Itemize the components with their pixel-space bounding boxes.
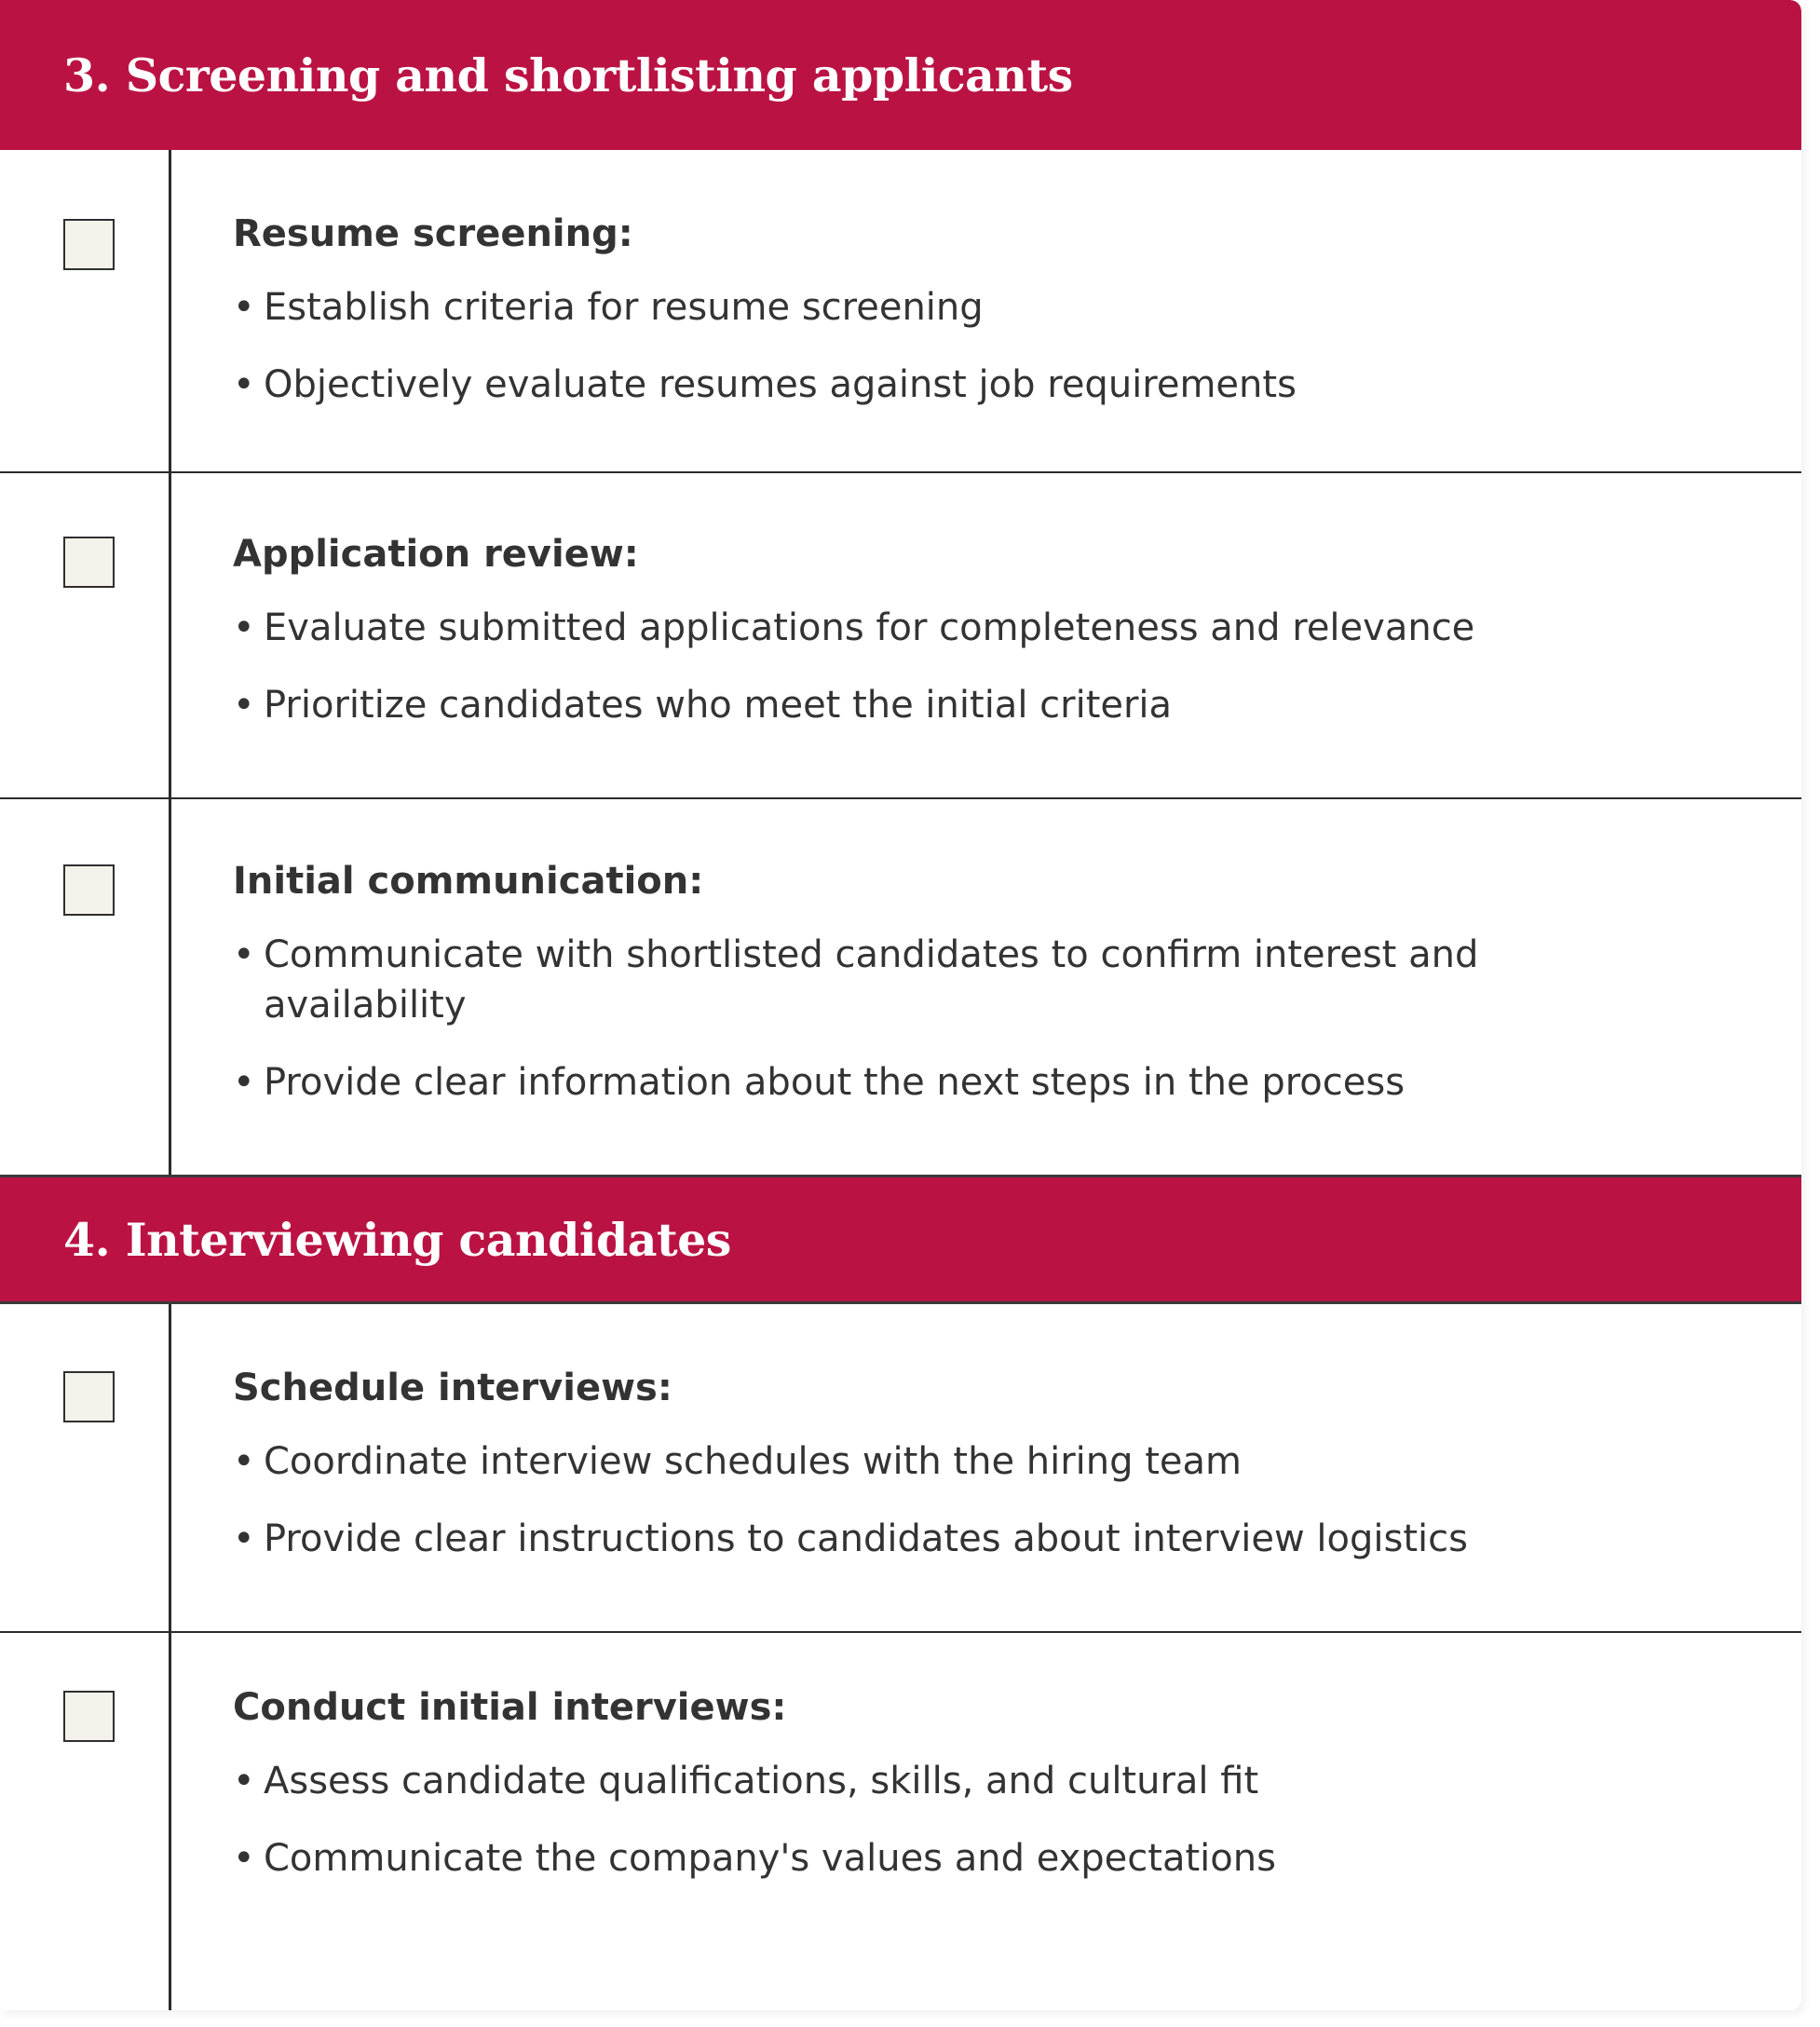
bullet-item: • Provide clear information about the next steps in the process <box>233 1057 1615 1108</box>
column-divider <box>169 1304 171 1631</box>
checkbox-application-review[interactable] <box>63 537 115 588</box>
checklist-row-schedule-interviews <box>0 1304 1801 1633</box>
item-content <box>233 211 1690 437</box>
checklist-row-resume-screening <box>0 150 1801 473</box>
item-content <box>233 1685 1690 1911</box>
section-title: 4. Interviewing candidates <box>63 1212 731 1267</box>
checkbox-initial-communication[interactable] <box>63 864 115 916</box>
section-header-screening <box>0 0 1801 150</box>
column-divider <box>169 150 171 471</box>
item-content <box>233 859 1615 1135</box>
checklist-row-conduct-initial-interviews <box>0 1633 1801 2010</box>
bullet-item: • Establish criteria for resume screening <box>233 282 1690 333</box>
bullet-item: • Communicate the company's values and expectations <box>233 1833 1690 1884</box>
item-title: Initial communication: <box>233 860 704 903</box>
item-content <box>233 1366 1690 1591</box>
bullet-item: • Provide clear instructions to candidates about interview logistics <box>233 1514 1690 1564</box>
item-title: Application review: <box>233 533 639 576</box>
checkbox-resume-screening[interactable] <box>63 219 115 270</box>
checklist-row-initial-communication <box>0 799 1801 1175</box>
bullet-item: • Communicate with shortlisted candidates to confirm interest and availability <box>233 930 1615 1030</box>
bullet-item: • Prioritize candidates who meet the initial criteria <box>233 680 1690 730</box>
column-divider <box>169 473 171 797</box>
section-header-interviewing <box>0 1175 1801 1304</box>
bullet-item: • Objectively evaluate resumes against job requirements <box>233 360 1690 410</box>
bullet-item: • Evaluate submitted applications for completeness and relevance <box>233 603 1690 653</box>
checkbox-conduct-initial-interviews[interactable] <box>63 1691 115 1742</box>
item-content <box>233 532 1690 757</box>
item-title: Conduct initial interviews: <box>233 1686 787 1729</box>
column-divider <box>169 799 171 1175</box>
item-title: Schedule interviews: <box>233 1367 672 1409</box>
checklist-row-application-review <box>0 473 1801 799</box>
section-title: 3. Screening and shortlisting applicants <box>63 48 1073 102</box>
item-title: Resume screening: <box>233 212 633 255</box>
checkbox-schedule-interviews[interactable] <box>63 1371 115 1422</box>
column-divider <box>169 1633 171 2010</box>
bullet-item: • Coordinate interview schedules with the hiring team <box>233 1436 1690 1487</box>
bullet-item: • Assess candidate qualifications, skills, and cultural fit <box>233 1756 1690 1806</box>
